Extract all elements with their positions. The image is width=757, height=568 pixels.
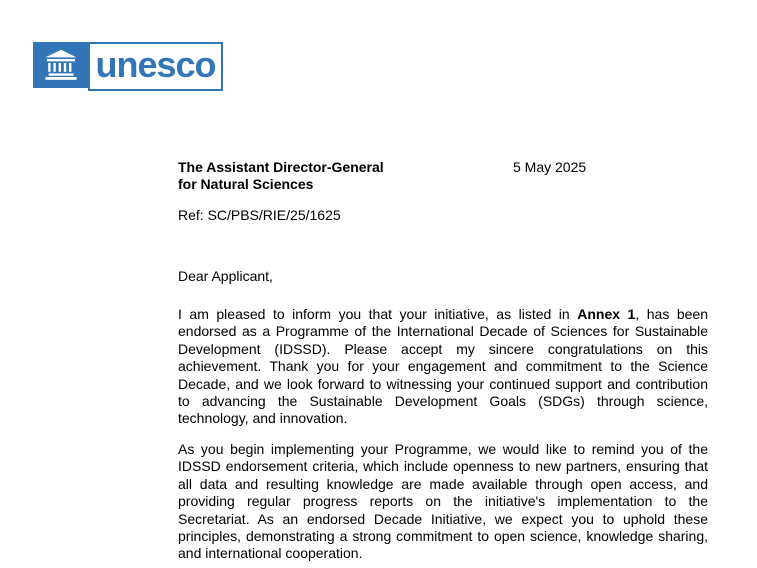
sender-title-block — [178, 159, 708, 193]
sender-title-line2: for Natural Sciences — [178, 176, 314, 192]
paragraph-1 — [178, 306, 708, 428]
paragraph-1-pre: I am pleased to inform you that your initiative, as listed in — [178, 306, 578, 322]
unesco-logo — [33, 42, 223, 88]
annex-reference: Annex 1 — [577, 306, 636, 322]
sender-title-line1: The Assistant Director-General — [178, 159, 384, 175]
unesco-temple-icon — [33, 42, 88, 88]
letter-date: 5 May 2025 — [513, 159, 587, 175]
unesco-wordmark: unesco — [88, 42, 223, 91]
paragraph-2: As you begin implementing your Programme, we would like to remind you of the IDSSD endorsement criteria, which include openness to new partners, ensuring that all data and resulting knowledge are made available through open access, and providing regular progress reports on the initiative's implementation to the Secretariat. As an endorsed Decade Initiative, we expect you to uphold these principles, demonstrating a strong commitment to open science, knowledge sharing, and international cooperation. — [178, 441, 708, 562]
salutation: Dear Applicant, — [178, 268, 273, 284]
reference-number: Ref: SC/PBS/RIE/25/1625 — [178, 207, 341, 223]
paragraph-1-post: , has been endorsed as a Programme of the International Decade of Sciences for Sustainable Development (IDSSD). Please accept my sincere congratulations on this achievement. Thank you for your engagement and commitment to the Science Decade, and we look forward to witnessing your continued support and contribution to advancing the Sustainable Development Goals (SDGs) through science, technology, and innovation. — [178, 306, 708, 427]
